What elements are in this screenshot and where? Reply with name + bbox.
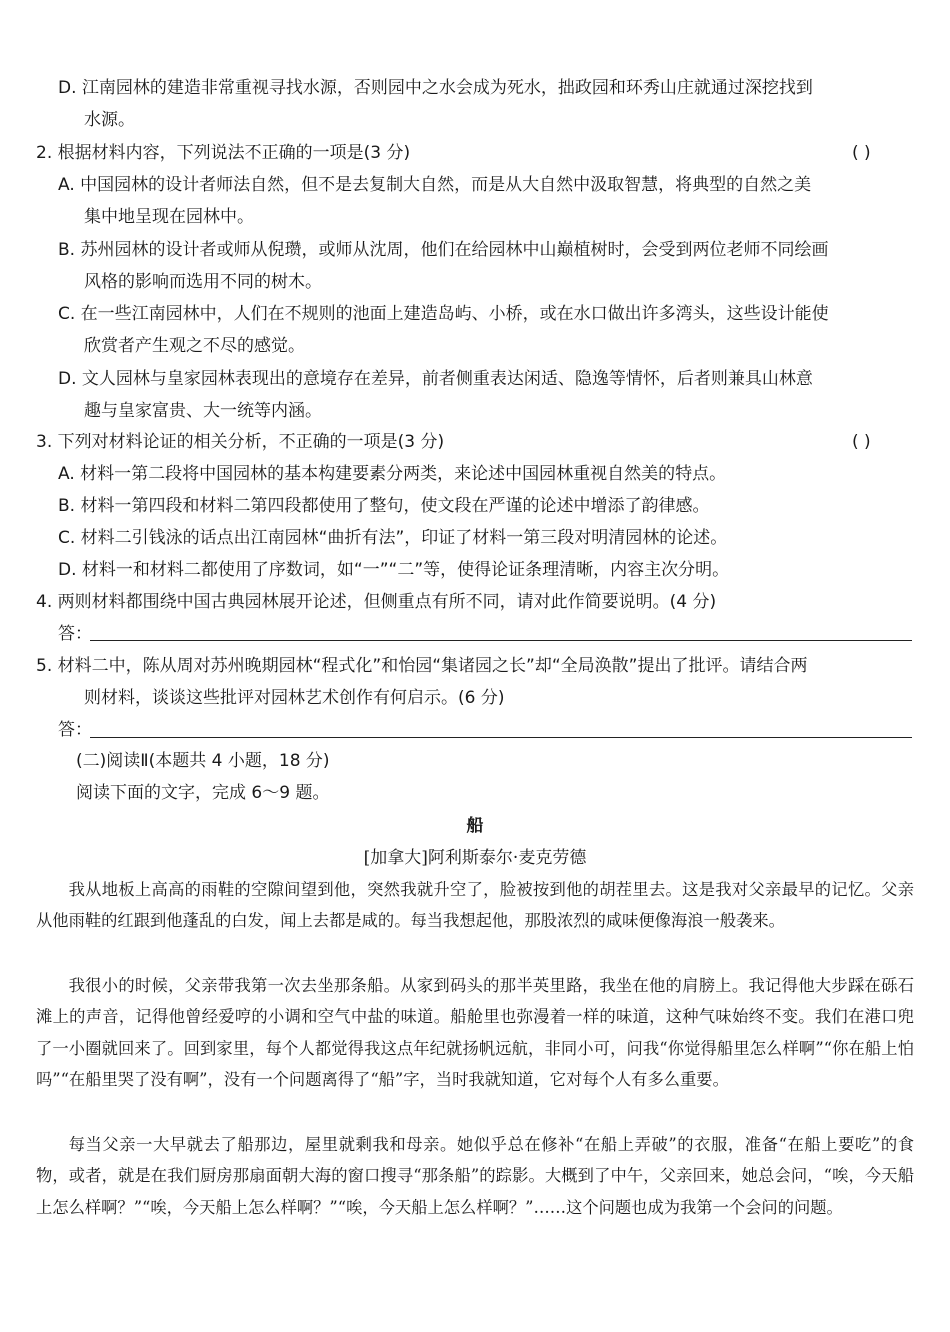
q4-answer-line[interactable]: [90, 640, 912, 641]
q2-option-b-line1: B. 苏州园林的设计者或师从倪瓒，或师从沈周，他们在给园林中山巅植树时，会受到两位老师不同绘画: [58, 240, 829, 260]
q3-answer-paren[interactable]: ( ): [852, 432, 871, 452]
q1-option-d-line1: D. 江南园林的建造非常重视寻找水源，否则园中之水会成为死水，拙政园和环秀山庄就通过深挖找到: [58, 78, 813, 98]
q5-answer-line[interactable]: [90, 737, 912, 738]
story-author: [加拿大]阿利斯泰尔·麦克劳德: [363, 848, 587, 868]
q2-option-d-line1: D. 文人园林与皇家园林表现出的意境存在差异，前者侧重表达闲适、隐逸等情怀，后者则兼具山林意: [58, 369, 813, 389]
q3-option-b: B. 材料一第四段和材料二第四段都使用了整句，使文段在严谨的论述中增添了韵律感。: [58, 496, 710, 516]
q2-option-a-line2: 集中地呈现在园林中。: [84, 207, 254, 227]
q2-option-c-line1: C. 在一些江南园林中，人们在不规则的池面上建造岛屿、小桥，或在水口做出许多湾头，这些设计能使: [58, 304, 829, 324]
q3-stem: 3. 下列对材料论证的相关分析，不正确的一项是(3 分): [36, 432, 445, 452]
q1-option-d-line2: 水源。: [84, 110, 135, 130]
section-heading: (二)阅读Ⅱ(本题共 4 小题，18 分): [76, 751, 330, 771]
story-paragraph-1: 我从地板上高高的雨鞋的空隙间望到他，突然我就升空了，脸被按到他的胡茬里去。这是我对父亲最早的记忆。父亲从他雨鞋的红跟到他蓬乱的白发，闻上去都是咸的。每当我想起他，那股浓烈的咸味便像海浪一般袭来。: [36, 880, 914, 931]
q2-option-a-line1: A. 中国园林的设计者师法自然，但不是去复制大自然，而是从大自然中汲取智慧，将典型的自然之美: [58, 175, 812, 195]
section-instruction: 阅读下面的文字，完成 6～9 题。: [76, 783, 330, 803]
q4-answer-label: 答：: [58, 624, 92, 644]
q3-option-d: D. 材料一和材料二都使用了序数词，如“一”“二”等，使得论证条理清晰，内容主次分明。: [58, 560, 730, 580]
q2-option-d-line2: 趣与皇家富贵、大一统等内涵。: [84, 401, 322, 421]
q5-stem-line1: 5. 材料二中，陈从周对苏州晚期园林“程式化”和怡园“集诸园之长”却“全局涣散”提出了批评。请结合两: [36, 656, 808, 676]
q2-option-b-line2: 风格的影响而选用不同的树木。: [84, 272, 322, 292]
story-paragraph-3: 每当父亲一大早就去了船那边，屋里就剩我和母亲。她似乎总在修补“在船上弄破”的衣服，准备“在船上要吃”的食物，或者，就是在我们厨房那扇面朝大海的窗口搜寻“那条船”的踪影。大概到了中午，父亲回来，她总会问，“唉，今天船上怎么样啊？”“唉，今天船上怎么样啊？”“唉，今天船上怎么样啊？”……这个问题也成为我第一个会问的问题。: [36, 1135, 914, 1217]
q5-answer-label: 答：: [58, 720, 92, 740]
q2-answer-paren[interactable]: ( ): [852, 143, 871, 163]
q2-stem: 2. 根据材料内容，下列说法不正确的一项是(3 分): [36, 143, 411, 163]
q4-stem: 4. 两则材料都围绕中国古典园林展开论述，但侧重点有所不同，请对此作简要说明。(4 分): [36, 592, 717, 612]
q3-option-c: C. 材料二引钱泳的话点出江南园林“曲折有法”，印证了材料一第三段对明清园林的论述。: [58, 528, 728, 548]
q3-option-a: A. 材料一第二段将中国园林的基本构建要素分两类，来论述中国园林重视自然美的特点。: [58, 464, 727, 484]
story-title: 船: [466, 816, 484, 836]
q5-stem-line2: 则材料，谈谈这些批评对园林艺术创作有何启示。(6 分): [84, 688, 505, 708]
story-paragraph-2: 我很小的时候，父亲带我第一次去坐那条船。从家到码头的那半英里路，我坐在他的肩膀上。我记得他大步踩在砾石滩上的声音，记得他曾经爱哼的小调和空气中盐的味道。船舱里也弥漫着一样的味道，这种气味始终不变。我们在港口兜了一小圈就回来了。回到家里，每个人都觉得我这点年纪就扬帆远航，非同小可，问我“你觉得船里怎么样啊”“你在船上怕吗”“在船里哭了没有啊”，没有一个问题离得了“船”字，当时我就知道，它对每个人有多么重要。: [36, 976, 914, 1090]
q2-option-c-line2: 欣赏者产生观之不尽的感觉。: [84, 336, 305, 356]
